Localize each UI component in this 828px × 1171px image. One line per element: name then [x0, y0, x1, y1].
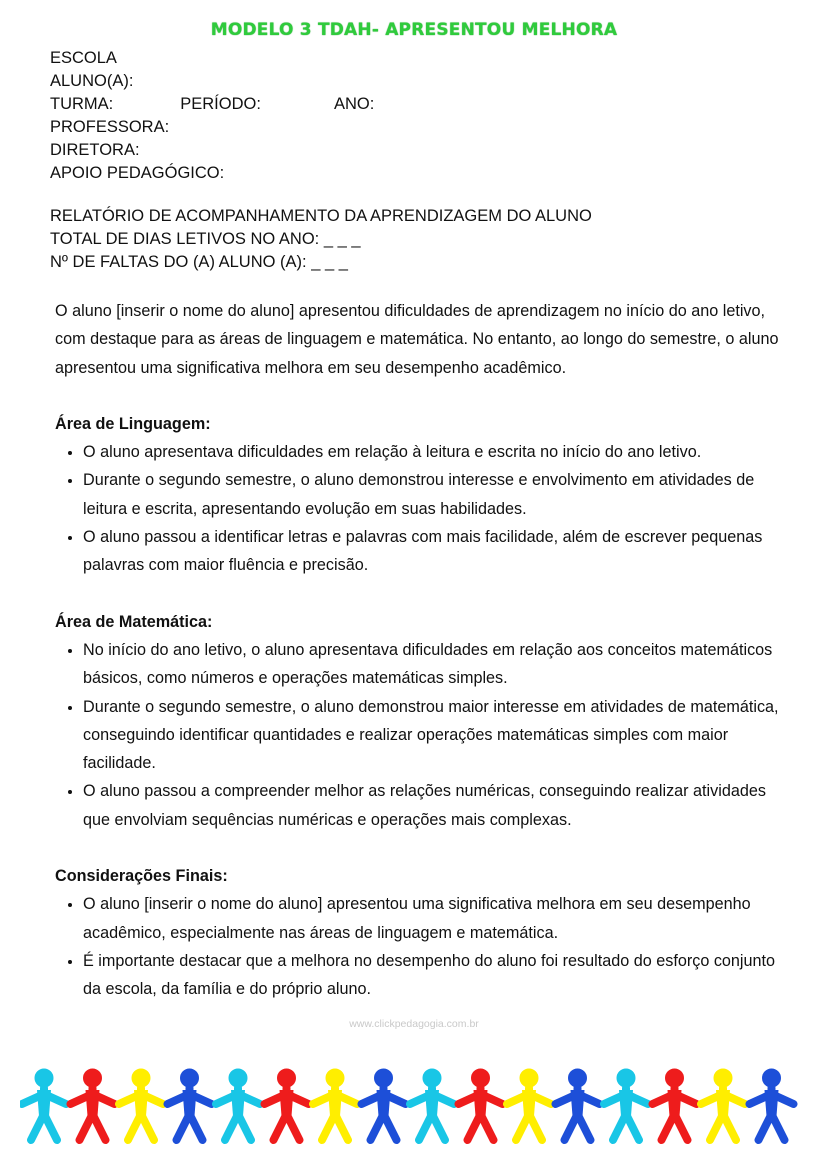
bullet-list [55, 438, 785, 579]
list-item: • Durante o segundo semestre, o aluno demonstrou maior interesse em atividades de matemática, conseguindo identificar quantidades e realizar operações matemáticas simples com maior facilidade. [83, 693, 785, 778]
section-title: Área de Linguagem: [55, 414, 211, 433]
child-figure-icon [71, 1069, 115, 1140]
report-heading: RELATÓRIO DE ACOMPANHAMENTO DA APRENDIZAGEM DO ALUNO [50, 207, 592, 225]
turma-line [50, 93, 374, 116]
diretora-line: DIRETORA: [50, 141, 140, 159]
escola-line: ESCOLA [50, 49, 117, 67]
child-figure-icon [507, 1069, 551, 1140]
child-figure-icon [119, 1069, 163, 1140]
professora-line: PROFESSORA: [50, 118, 170, 136]
children-border-illustration [20, 1066, 810, 1146]
child-figure-icon [265, 1069, 309, 1140]
bullet-list [55, 890, 785, 1003]
school-header [50, 47, 374, 185]
apoio-line: APOIO PEDAGÓGICO: [50, 164, 225, 182]
child-figure-icon [168, 1069, 212, 1140]
child-figure-icon [22, 1069, 66, 1140]
child-figure-icon [653, 1069, 697, 1140]
child-figure-icon [216, 1069, 260, 1140]
child-figure-icon [556, 1069, 600, 1140]
child-figure-icon [701, 1069, 745, 1140]
section-consideracoes [55, 862, 785, 1003]
section-matematica [55, 608, 785, 834]
page-title: MODELO 3 TDAH- APRESENTOU MELHORA [210, 20, 618, 40]
section-linguagem [55, 410, 785, 580]
report-info [50, 205, 592, 274]
child-figure-icon [313, 1069, 357, 1140]
list-item: • O aluno apresentava dificuldades em relação à leitura e escrita no início do ano letivo. [83, 438, 785, 466]
faltas-line: Nº DE FALTAS DO (A) ALUNO (A): _ _ _ [50, 253, 348, 271]
section-title: Área de Matemática: [55, 612, 213, 631]
child-figure-icon [410, 1069, 454, 1140]
periodo-label: PERÍODO: [180, 95, 261, 113]
child-figure-icon [604, 1069, 648, 1140]
section-title: Considerações Finais: [55, 867, 228, 886]
list-item: • O aluno passou a compreender melhor as relações numéricas, conseguindo realizar atividades que envolviam sequências numéricas e operações mais complexas. [83, 777, 785, 834]
child-figure-icon [750, 1069, 794, 1140]
list-item: • O aluno [inserir o nome do aluno] apresentou uma significativa melhora em seu desempenho acadêmico, especialmente nas áreas de linguagem e matemática. [83, 890, 785, 947]
child-figure-icon [362, 1069, 406, 1140]
turma-label: TURMA: [50, 95, 114, 113]
aluno-line: ALUNO(A): [50, 72, 134, 90]
ano-label: ANO: [333, 95, 375, 113]
list-item: • O aluno passou a identificar letras e palavras com mais facilidade, além de escrever pequenas palavras com maior fluência e precisão. [83, 523, 785, 580]
watermark: www.clickpedagogia.com.br [349, 1018, 479, 1030]
bullet-list [55, 636, 785, 834]
report-body [55, 297, 785, 1004]
dias-letivos-line: TOTAL DE DIAS LETIVOS NO ANO: _ _ _ [50, 230, 361, 248]
intro-paragraph: O aluno [inserir o nome do aluno] apresentou dificuldades de aprendizagem no início do ano letivo, com destaque para as áreas de linguagem e matemática. No entanto, ao longo do semestre, o aluno apresentou uma significativa melhora em seu desempenho acadêmico. [55, 302, 779, 377]
list-item: • É importante destacar que a melhora no desempenho do aluno foi resultado do esforço conjunto da escola, da família e do próprio aluno. [83, 947, 785, 1004]
child-figure-icon [459, 1069, 503, 1140]
list-item: • Durante o segundo semestre, o aluno demonstrou interesse e envolvimento em atividades de leitura e escrita, apresentando evolução em suas habilidades. [83, 466, 785, 523]
list-item: • No início do ano letivo, o aluno apresentava dificuldades em relação aos conceitos matemáticos básicos, como números e operações matemáticas simples. [83, 636, 785, 693]
